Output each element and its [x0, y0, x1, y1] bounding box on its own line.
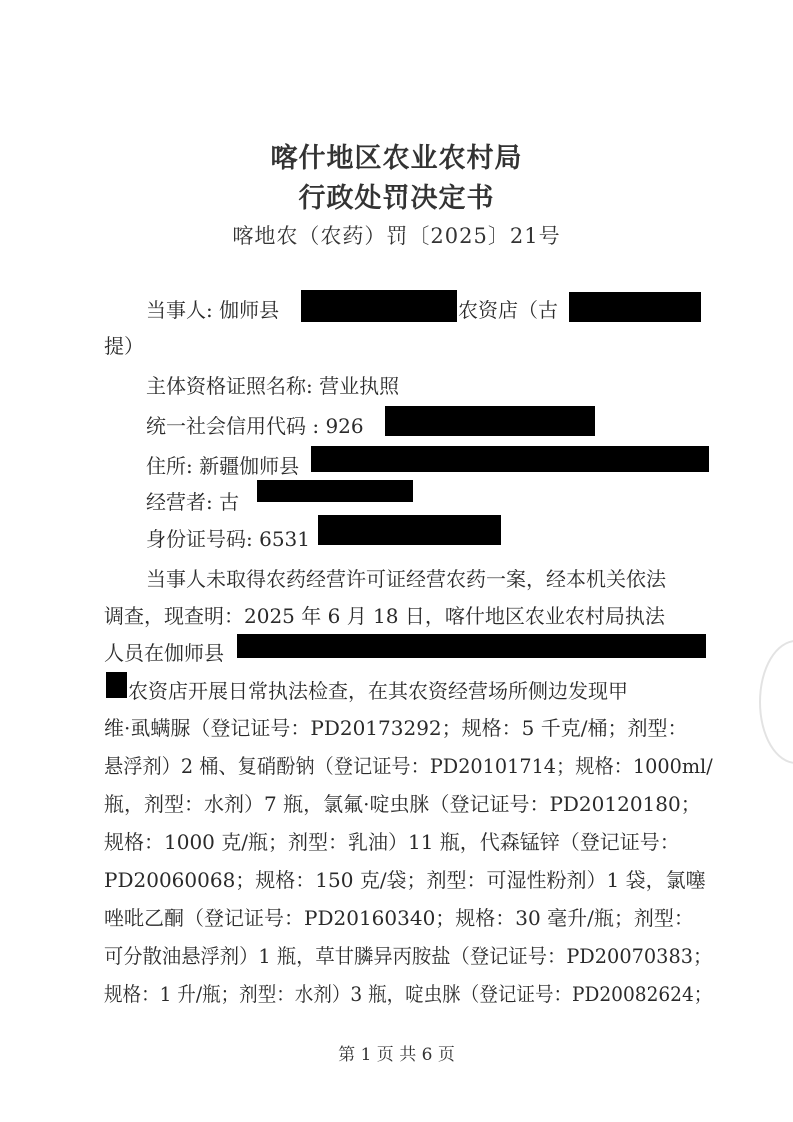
seal-edge: [759, 640, 793, 764]
operator: 经营者: 古: [146, 490, 240, 514]
document-title: 行政处罚决定书: [298, 183, 495, 214]
address: 住所: 新疆伽师县: [146, 454, 300, 478]
redaction-box: [237, 634, 706, 658]
redaction-box: [311, 446, 709, 472]
page-number: 第 1 页 共 6 页: [338, 1045, 455, 1065]
redaction-box: [106, 672, 127, 698]
id-number: 身份证号码: 6531: [146, 527, 310, 551]
redaction-box: [301, 290, 457, 322]
body-line: 规格：1000 克/瓶；剂型：乳油）11 瓶，代森锰锌（登记证号：: [104, 830, 680, 854]
body-line: 人员在伽师县: [104, 641, 224, 665]
credit-code: 统一社会信用代码 : 926: [146, 414, 364, 438]
redaction-box: [569, 292, 701, 322]
body-line: 规格：1 升/瓶；剂型：水剂）3 瓶，啶虫脒（登记证号：PD20082624；: [104, 982, 713, 1006]
body-line: 唑吡乙酮（登记证号：PD20160340；规格：30 毫升/瓶；剂型：: [104, 906, 694, 930]
party-name-shop: 农资店（古: [458, 298, 558, 322]
body-line: 悬浮剂）2 桶、复硝酚钠（登记证号：PD20101714；规格：1000ml/: [104, 754, 713, 778]
issuing-authority: 喀什地区农业农村局: [270, 143, 523, 174]
body-line: 可分散油悬浮剂）1 瓶，草甘膦异丙胺盐（登记证号：PD20070383；: [104, 944, 713, 968]
body-line: 当事人未取得农药经营许可证经营农药一案，经本机关依法: [146, 567, 666, 591]
license-name: 主体资格证照名称: 营业执照: [146, 374, 400, 398]
document-number: 喀地农（农药）罚〔2025〕21号: [232, 224, 561, 248]
body-line: 维·虱螨脲（登记证号：PD20173292；规格：5 千克/桶；剂型：: [104, 716, 688, 740]
body-line: 调查，现查明：2025 年 6 月 18 日，喀什地区农业农村局执法: [104, 604, 665, 628]
body-line: 瓶，剂型：水剂）7 瓶，氯氟·啶虫脒（登记证号：PD20120180；: [104, 792, 701, 816]
party-name-start: 当事人: 伽师县: [146, 298, 280, 322]
redaction-box: [257, 480, 413, 502]
redaction-box: [318, 515, 501, 545]
body-line: 农资店开展日常执法检查，在其农资经营场所侧边发现甲: [128, 679, 628, 703]
party-name-end: 提）: [104, 334, 144, 358]
body-line: PD20060068；规格：150 克/袋；剂型：可湿性粉剂）1 袋，氯噻: [104, 868, 706, 892]
redaction-box: [385, 406, 595, 436]
